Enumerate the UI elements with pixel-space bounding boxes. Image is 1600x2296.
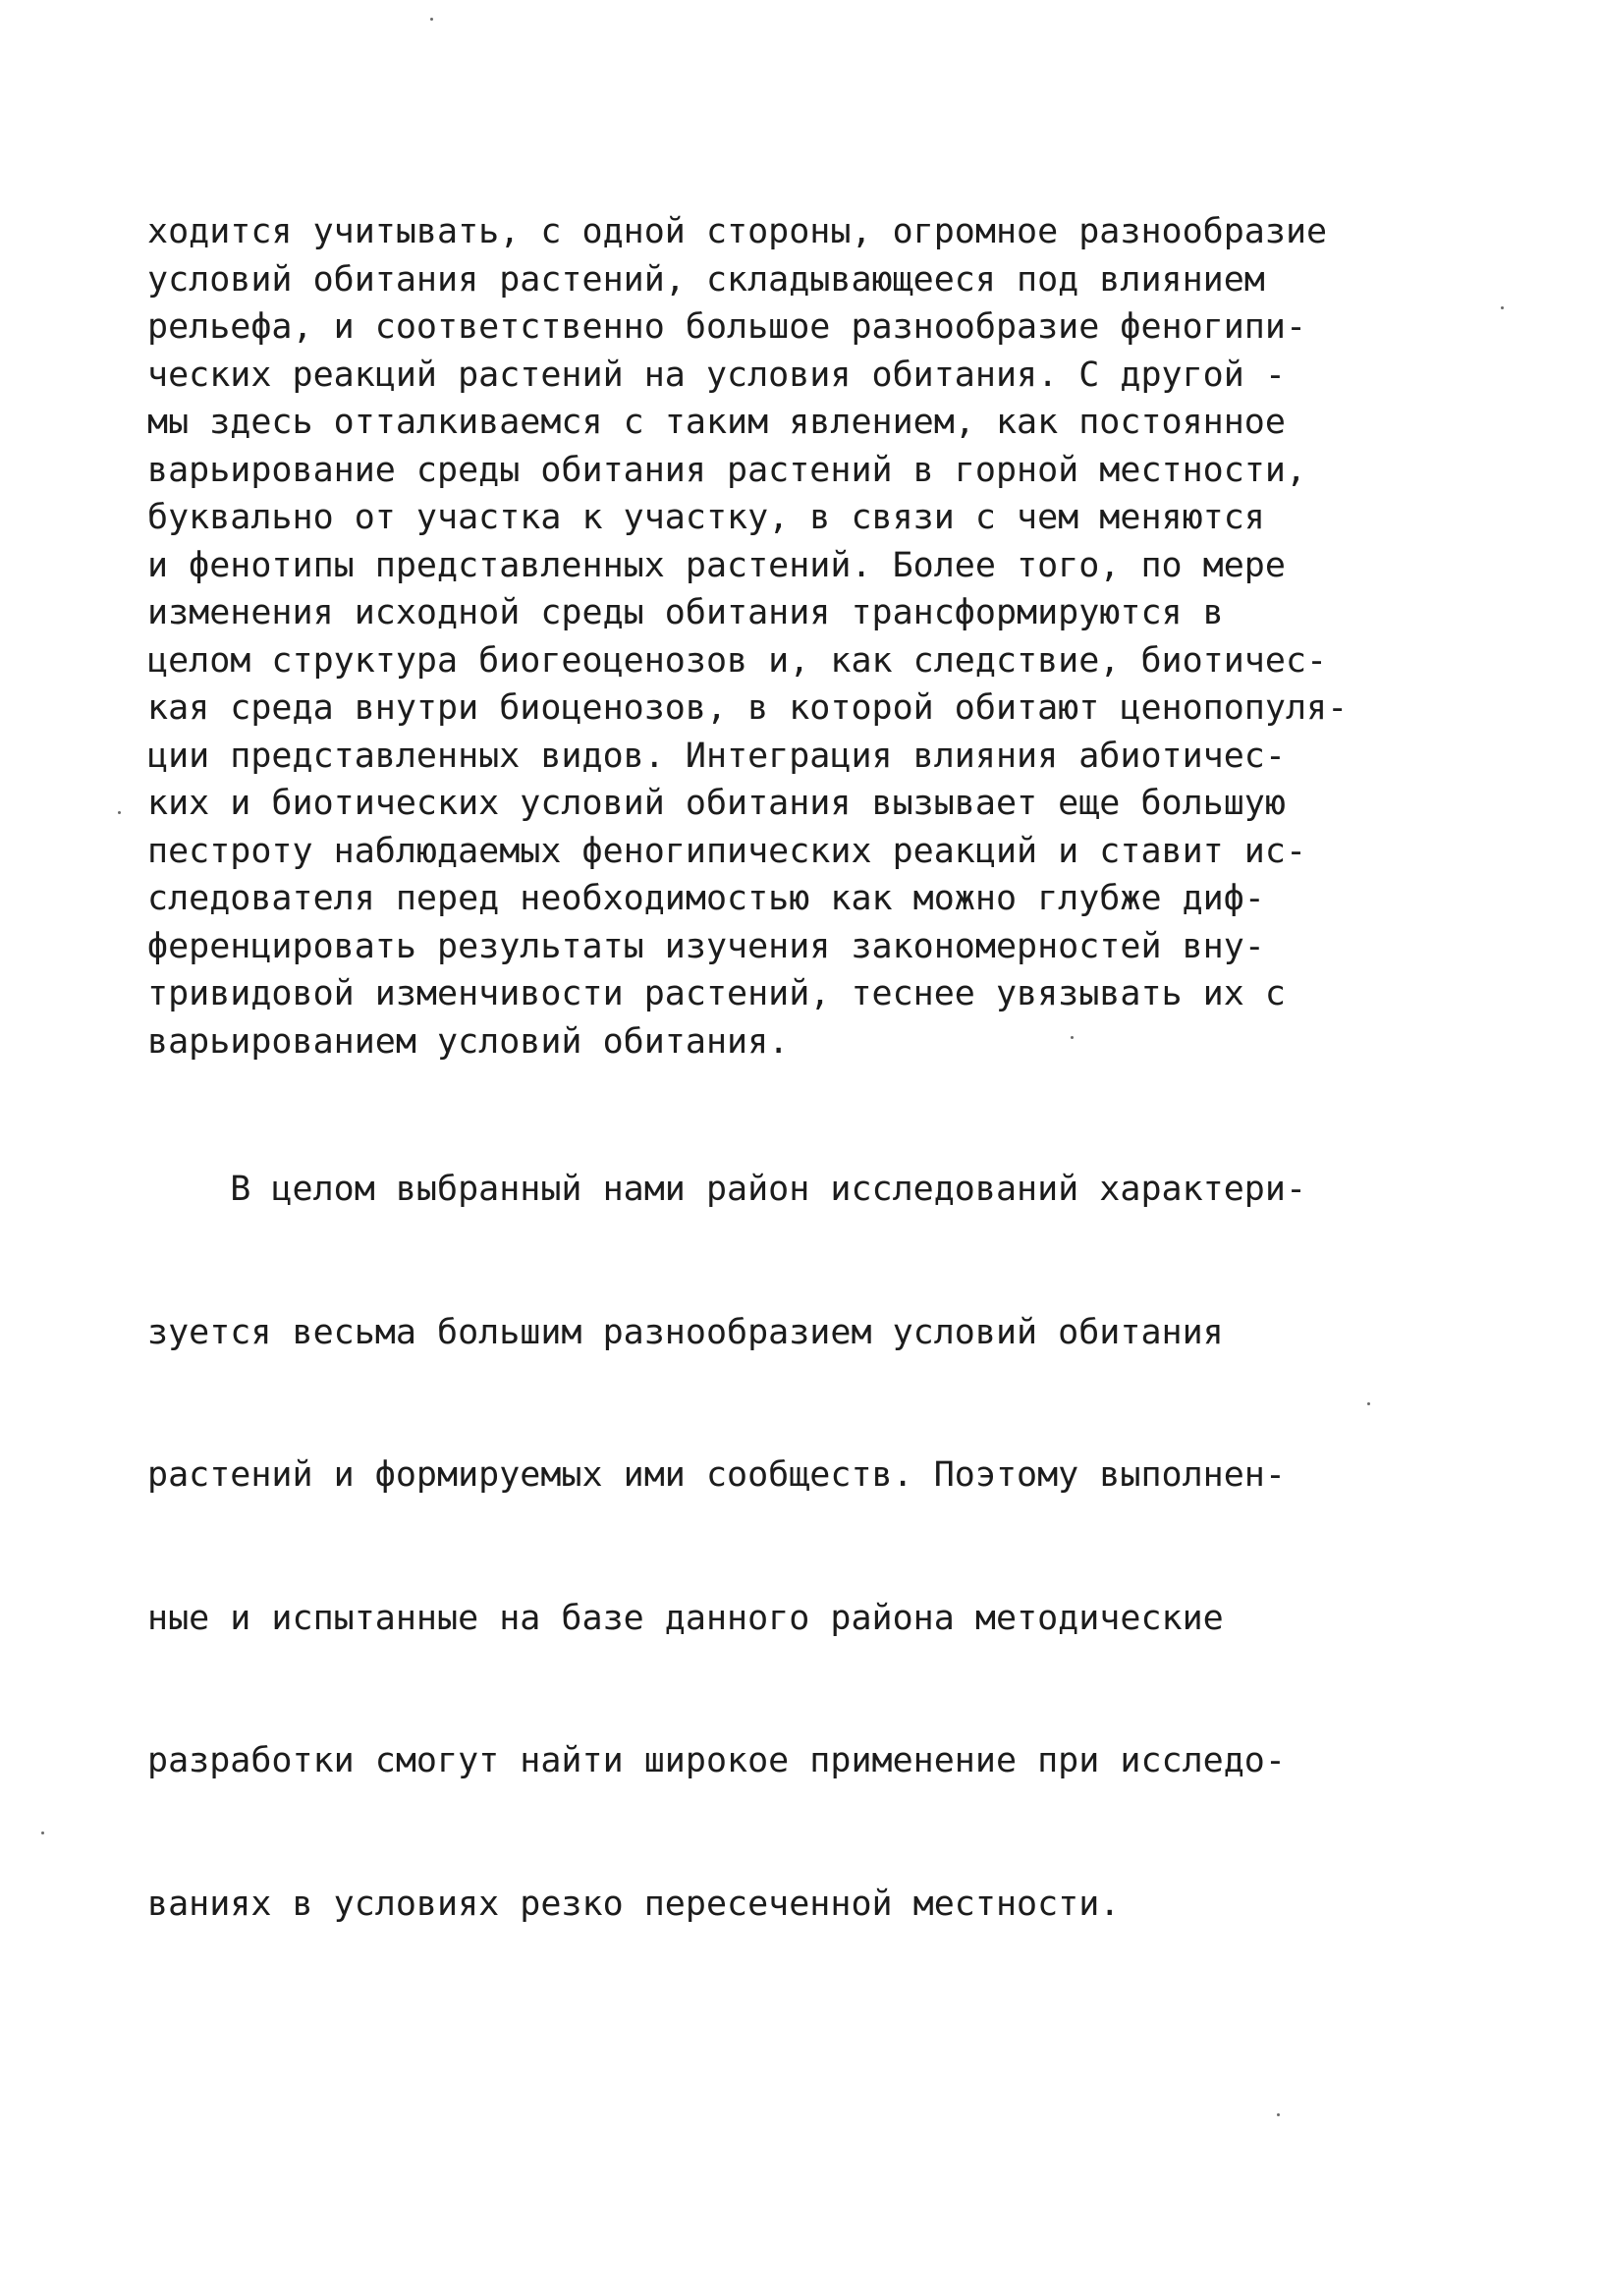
text-line: разработки смогут найти широкое применение при исследо- (147, 1741, 1286, 1780)
text-line: условий обитания растений, складывающееся под влиянием (147, 259, 1265, 300)
text-line: варьированием условий обитания. (147, 1021, 790, 1062)
text-line: пестроту наблюдаемых феногипических реакций и ставит ис- (147, 831, 1307, 871)
text-line: ких и биотических условий обитания вызывает еще большую (147, 784, 1286, 823)
text-line: целом структура биогеоценозов и, как следствие, биотичес- (147, 640, 1328, 681)
text-line: варьирование среды обитания растений в горной местности, (147, 450, 1307, 490)
text-line: ходится учитывать, с одной стороны, огромное разнообразие (147, 212, 1328, 251)
text-line: ференцировать результаты изучения закономерностей вну- (147, 926, 1265, 966)
text-line: и фенотипы представленных растений. Более того, по мере (147, 545, 1286, 585)
text-line: рельефа, и соответственно большое разнообразие феногипи- (147, 307, 1307, 347)
scan-speck (1071, 1036, 1074, 1039)
text-line: ческих реакций растений на условия обитания. С другой - (147, 355, 1286, 395)
text-line: В целом выбранный нами район исследований характери- (147, 1170, 1307, 1209)
text-line: ции представленных видов. Интеграция влияния абиотичес- (147, 736, 1286, 776)
scan-speck (430, 18, 433, 21)
scan-speck (118, 811, 121, 814)
text-line: растений и формируемых ими сообществ. Поэтому выполнен- (147, 1455, 1286, 1495)
text-line: следователя перед необходимостью как можно глубже диф- (147, 879, 1265, 918)
text-line: ваниях в условиях резко пересеченной местности. (147, 1884, 1121, 1924)
scan-speck (41, 1831, 44, 1834)
text-line: тривидовой изменчивости растений, теснее увязывать их с (147, 974, 1286, 1013)
scan-speck (1367, 1402, 1370, 1405)
paragraph-1 (147, 208, 1454, 1066)
text-line: ные и испытанные на базе данного района методические (147, 1598, 1224, 1638)
text-line: изменения исходной среды обитания трансформируются в (147, 593, 1224, 632)
text-line: кая среда внутри биоценозов, в которой обитают ценопопуля- (147, 688, 1349, 728)
scan-speck (1501, 306, 1504, 309)
text-line: мы здесь отталкиваемся с таким явлением, как постоянное (147, 403, 1286, 442)
paragraph-2 (147, 1070, 1454, 2023)
text-line: зуется весьма большим разнообразием условий обитания (147, 1312, 1224, 1352)
text-line: буквально от участка к участку, в связи с чем меняются (147, 498, 1265, 537)
scan-speck (1277, 2113, 1280, 2116)
